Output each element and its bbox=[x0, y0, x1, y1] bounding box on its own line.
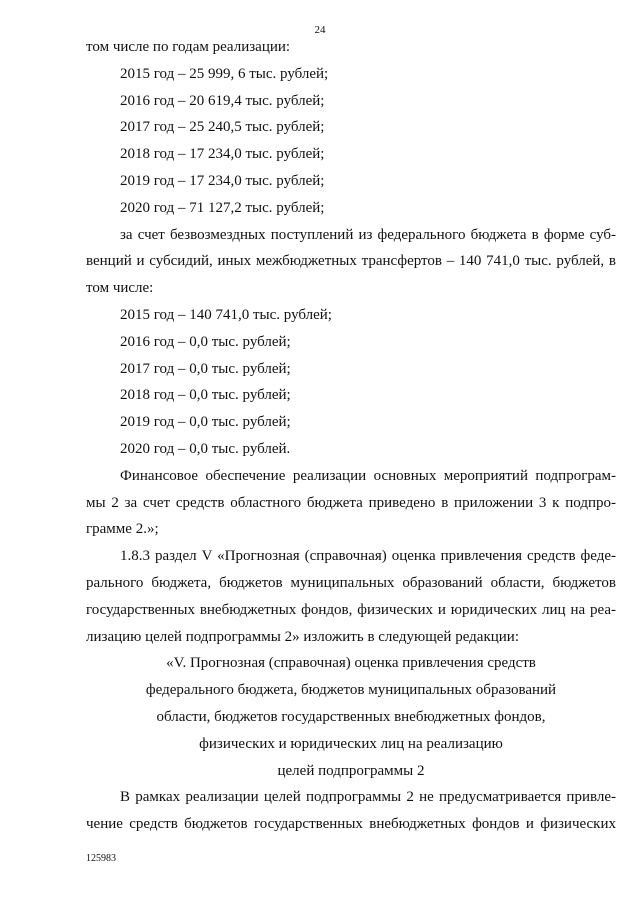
year-amount-line: 2018 год – 0,0 тыс. рублей; bbox=[120, 387, 291, 404]
year-amount-line: 2018 год – 17 234,0 тыс. рублей; bbox=[120, 146, 325, 163]
year-amount-line: 2016 год – 0,0 тыс. рублей; bbox=[120, 333, 291, 350]
paragraph-line: чение средств бюджетов государственных внебюджетных фондов и физических bbox=[86, 816, 616, 833]
year-amount-line: 2017 год – 25 240,5 тыс. рублей; bbox=[120, 119, 325, 136]
paragraph-line: В рамках реализации целей подпрограммы 2 не предусматривается привле- bbox=[120, 789, 616, 806]
section-heading-line: «V. Прогнозная (справочная) оценка привлечения средств bbox=[166, 655, 536, 672]
paragraph-line: том числе: bbox=[86, 280, 154, 297]
page-number: 24 bbox=[314, 24, 326, 36]
paragraph-line: рального бюджета, бюджетов муниципальных образований области, бюджетов bbox=[86, 574, 616, 591]
paragraph-line: государственных внебюджетных фондов, физических и юридических лиц на реа- bbox=[86, 601, 616, 618]
paragraph-line: лизацию целей подпрограммы 2» изложить в следующей редакции: bbox=[86, 628, 519, 645]
paragraph-line: за счет безвозмездных поступлений из федерального бюджета в форме суб- bbox=[120, 226, 616, 243]
year-amount-line: 2017 год – 0,0 тыс. рублей; bbox=[120, 360, 291, 377]
paragraph-line: Финансовое обеспечение реализации основных мероприятий подпрограм- bbox=[120, 467, 616, 484]
year-amount-line: 2019 год – 17 234,0 тыс. рублей; bbox=[120, 172, 325, 189]
section-heading-line: физических и юридических лиц на реализацию bbox=[199, 735, 503, 752]
paragraph-line: 1.8.3 раздел V «Прогнозная (справочная) оценка привлечения средств феде- bbox=[120, 548, 616, 565]
text-line: том числе по годам реализации: bbox=[86, 39, 291, 55]
section-heading-line: целей подпрограммы 2 bbox=[277, 762, 425, 779]
year-amount-line: 2019 год – 0,0 тыс. рублей; bbox=[120, 414, 291, 431]
year-amount-line: 2015 год – 25 999, 6 тыс. рублей; bbox=[120, 65, 329, 82]
year-amount-line: 2020 год – 0,0 тыс. рублей. bbox=[120, 440, 291, 457]
paragraph-line: мы 2 за счет средств областного бюджета приведено в приложении 3 к подпро- bbox=[86, 494, 616, 511]
section-heading-line: федерального бюджета, бюджетов муниципальных образований bbox=[145, 682, 557, 699]
year-amount-line: 2015 год – 140 741,0 тыс. рублей; bbox=[120, 306, 332, 323]
paragraph-line: венций и субсидий, иных межбюджетных трансфертов – 140 741,0 тыс. рублей, в bbox=[86, 253, 616, 270]
year-amount-line: 2020 год – 71 127,2 тыс. рублей; bbox=[120, 199, 325, 216]
year-amount-line: 2016 год – 20 619,4 тыс. рублей; bbox=[120, 92, 325, 109]
paragraph-line: грамме 2.»; bbox=[86, 521, 159, 538]
section-heading-line: области, бюджетов государственных внебюджетных фондов, bbox=[156, 708, 546, 725]
document-body bbox=[86, 34, 616, 838]
document-code: 125983 bbox=[86, 853, 116, 864]
